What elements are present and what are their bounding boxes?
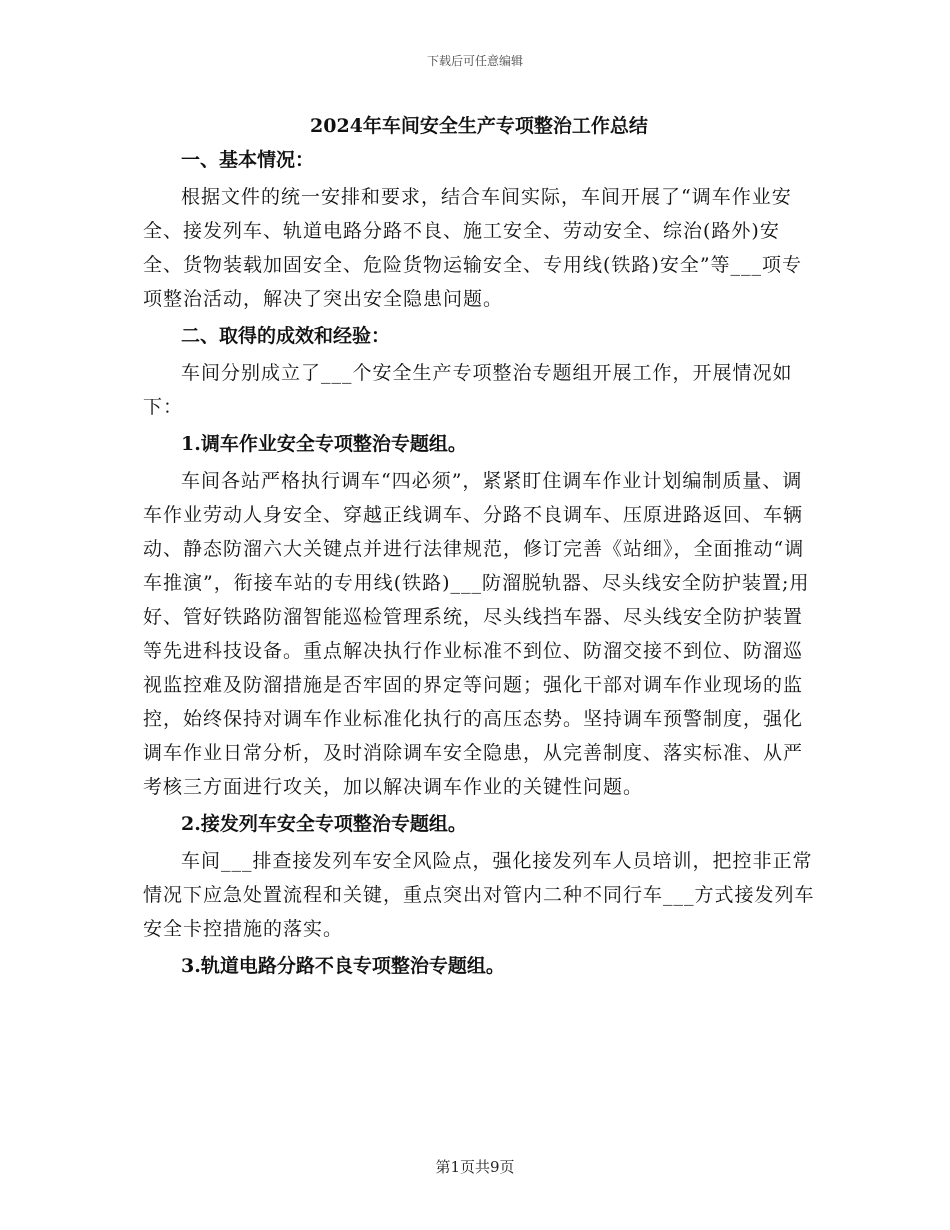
section-paragraph-basic-situation: 根据文件的统一安排和要求，结合车间实际，车间开展了“调车作业安全、接发列车、轨道电路分路不良、施工安全、劳动安全、综治(路外)安全、货物装载加固安全、危险货物运输安全、专用线(铁路)安全”等___项专项整治活动，解决了突出安全隐患问题。 bbox=[143, 186, 803, 310]
page-footer-page-number: 第1页共9页 bbox=[435, 1158, 515, 1176]
subsection-heading-shunting: 1.调车作业安全专项整治专题组。 bbox=[181, 433, 467, 455]
document-title: 2024年车间安全生产专项整治工作总结 bbox=[310, 115, 648, 137]
page-header-note: 下载后可任意编辑 bbox=[426, 54, 523, 68]
subsection-heading-track-circuit: 3.轨道电路分路不良专项整治专题组。 bbox=[181, 955, 505, 977]
subsection-heading-train-reception: 2.接发列车安全专项整治专题组。 bbox=[181, 813, 467, 835]
document-body bbox=[143, 112, 815, 986]
section-paragraph-results: 车间分别成立了___个安全生产专项整治专题组开展工作，开展情况如下： bbox=[143, 362, 793, 418]
subsection-paragraph-shunting: 车间各站严格执行调车“四必须”，紧紧盯住调车作业计划编制质量、调车作业劳动人身安全、穿越正线调车、分路不良调车、压原进路返回、车辆动、静态防溜六大关键点并进行法律规范，修订完善《站细》，全面推动“调车推演”，衔接车站的专用线(铁路)___防溜脱轨器、尽头线安全防护装置;用好、管好铁路防溜智能巡检管理系统，尽头线挡车器、尽头线安全防护装置等先进科技设备。重点解决执行作业标准不到位、防溜交接不到位、防溜巡视监控难及防溜措施是否牢固的界定等问题；强化干部对调车作业现场的监控，始终保持对调车作业标准化执行的高压态势。坚持调车预警制度，强化调车作业日常分析，及时消除调车安全隐患，从完善制度、落实标准、从严考核三方面进行攻关，加以解决调车作业的关键性问题。 bbox=[143, 470, 810, 798]
section-heading-basic-situation: 一、基本情况： bbox=[181, 149, 315, 171]
subsection-paragraph-train-reception: 车间___排查接发列车安全风险点，强化接发列车人员培训，把控非正常情况下应急处置流程和关键，重点突出对管内二种不同行车___方式接发列车安全卡控措施的落实。 bbox=[143, 850, 815, 940]
section-heading-results: 二、取得的成效和经验： bbox=[181, 325, 391, 347]
